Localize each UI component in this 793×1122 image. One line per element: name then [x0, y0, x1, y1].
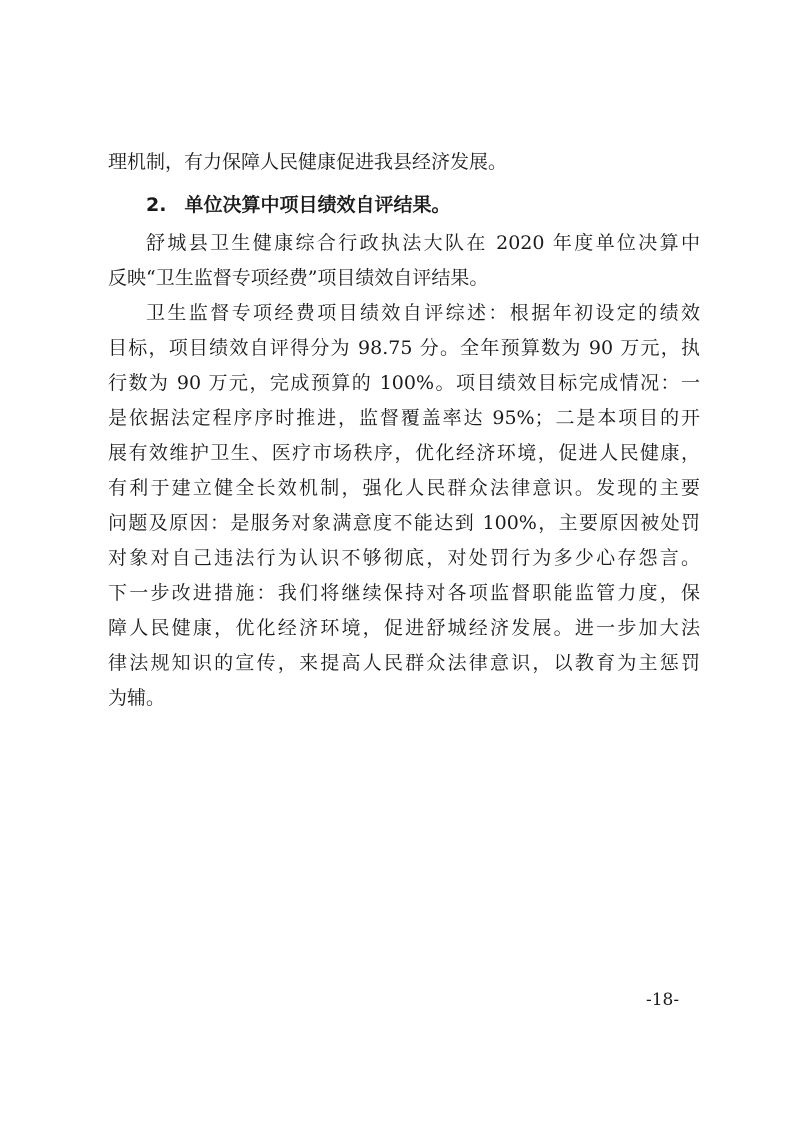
paragraph-line: 展有效维护卫生、医疗市场秩序，优化经济环境，促进人民健康， [108, 442, 700, 464]
paragraph-summary-intro [108, 226, 700, 296]
paragraph-line: 对象对自己违法行为认识不够彻底，对处罚行为多少心存怨言。 [108, 547, 700, 569]
paragraph-line: 行数为 90 万元，完成预算的 100%。项目绩效目标完成情况：一 [108, 372, 700, 394]
paragraph-line: 有利于建立健全长效机制，强化人民群众法律意识。发现的主要 [108, 477, 700, 499]
paragraph-line: 是依据法定程序序时推进，监督覆盖率达 95%；二是本项目的开 [108, 407, 700, 429]
page-number: -18- [646, 990, 680, 1010]
paragraph-line: 反映“卫生监督专项经费”项目绩效自评结果。 [108, 267, 489, 289]
paragraph-line: 为辅。 [108, 687, 166, 709]
paragraph-line: 舒城县卫生健康综合行政执法大队在 2020 年度单位决算中 [146, 232, 700, 254]
paragraph-line: 卫生监督专项经费项目绩效自评综述：根据年初设定的绩效 [146, 302, 700, 324]
paragraph-evaluation-detail [108, 296, 700, 716]
paragraph-line: 目标，项目绩效自评得分为 98.75 分。全年预算数为 90 万元，执 [108, 337, 700, 359]
paragraph-line: 问题及原因：是服务对象满意度不能达到 100%，主要原因被处罚 [108, 512, 700, 534]
paragraph-line: 障人民健康，优化经济环境，促进舒城经济发展。进一步加大法 [108, 617, 700, 639]
continuation-paragraph [108, 145, 700, 180]
heading-text: 单位决算中项目绩效自评结果。 [184, 194, 451, 216]
heading-number: 2. [146, 194, 167, 216]
paragraph-line: 律法规知识的宣传，来提高人民群众法律意识，以教育为主惩罚 [108, 652, 700, 674]
paragraph-line: 理机制，有力保障人民健康促进我县经济发展。 [108, 151, 508, 173]
section-heading [146, 188, 450, 223]
paragraph-line: 下一步改进措施：我们将继续保持对各项监督职能监管力度，保 [108, 582, 700, 604]
